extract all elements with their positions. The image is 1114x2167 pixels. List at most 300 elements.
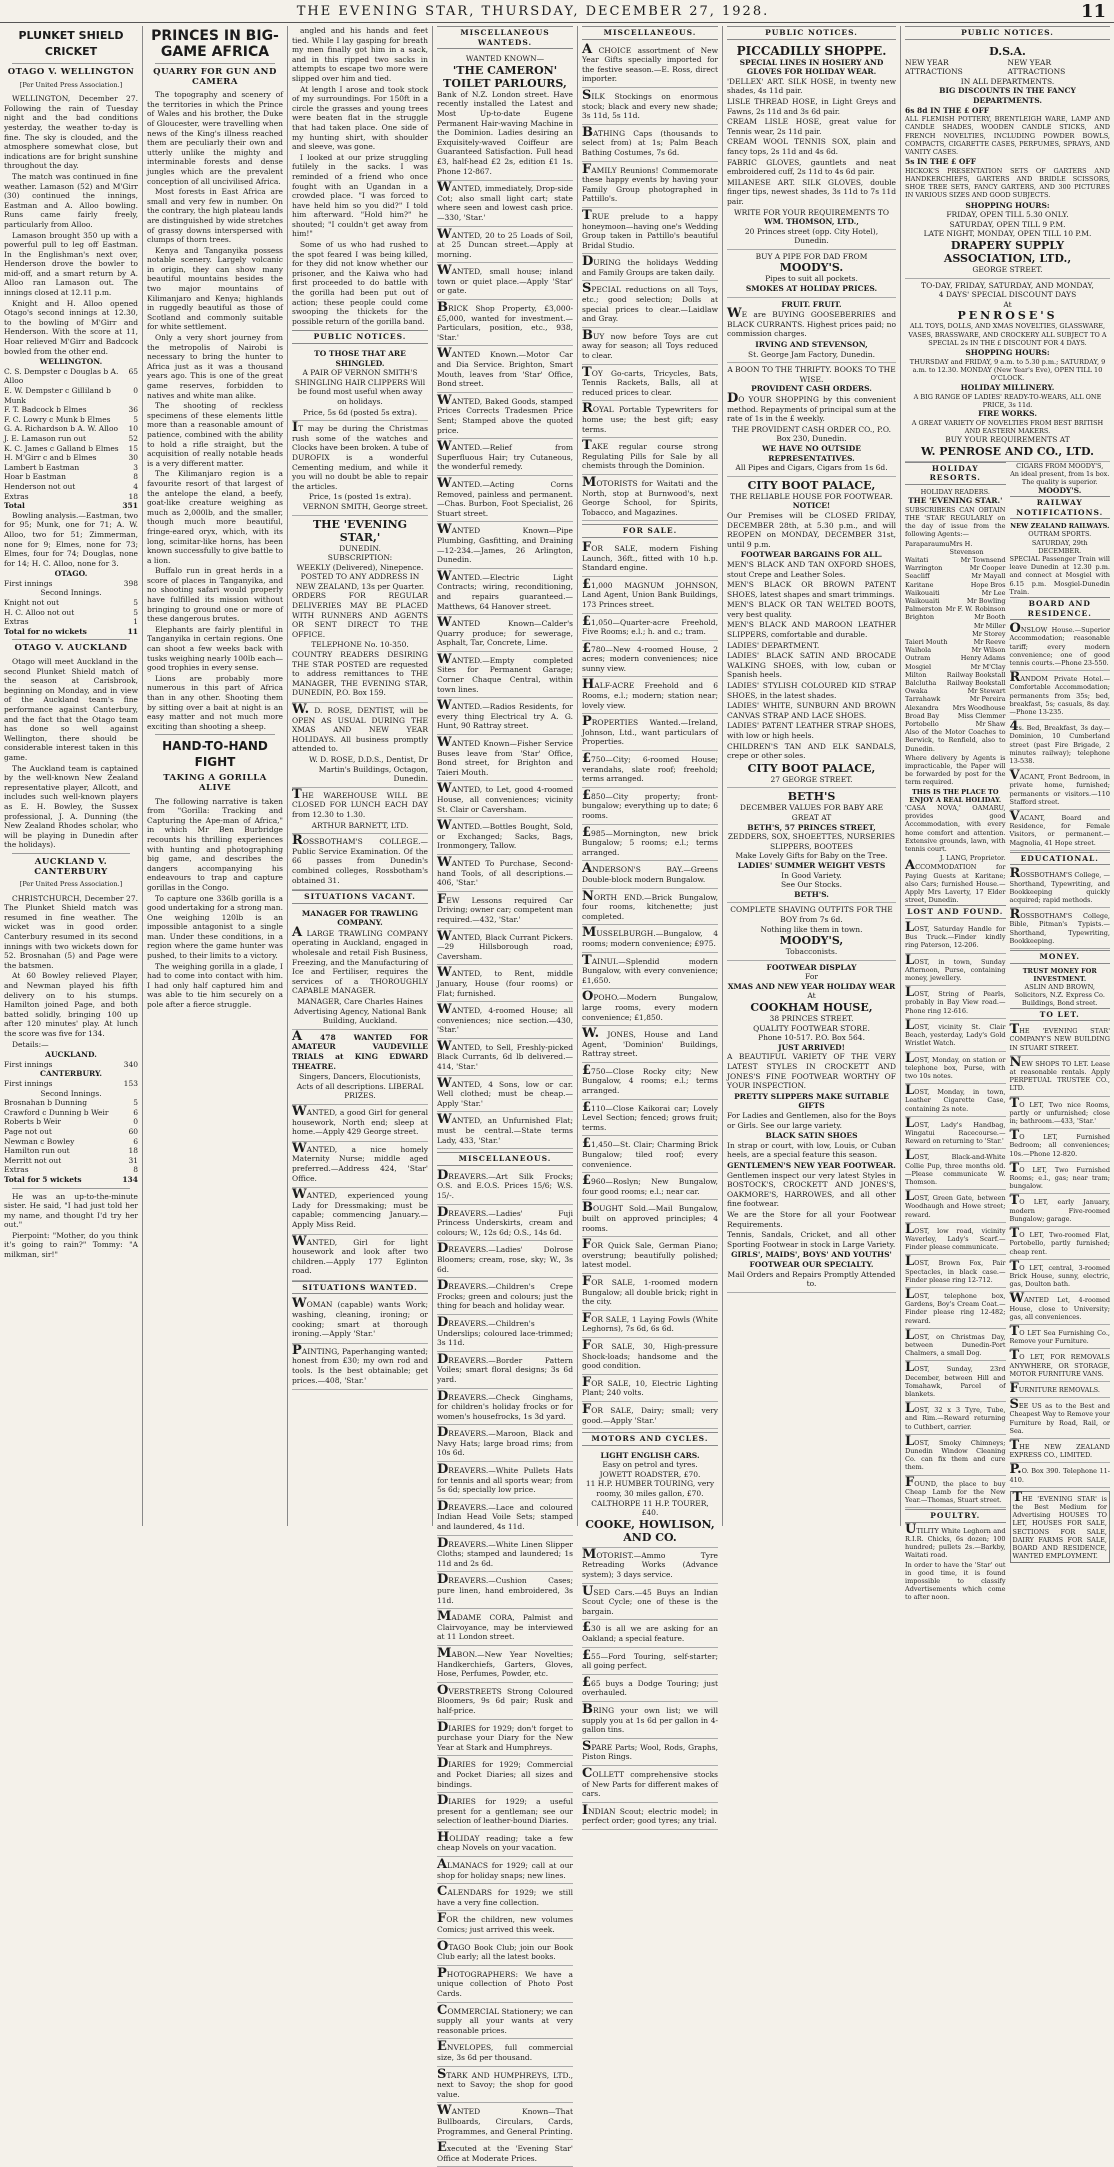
scorecard-wellington bbox=[4, 367, 138, 501]
classified-ad: WANTED Known.—Motor Car and Dia Service. Brighton, Smart Mouth, leaves from 'Star' Office, Bond street. bbox=[437, 347, 573, 392]
classified-ad: £1,050—Quarter-acre Freehold, Five Rooms; e.l.; h. and c.; tram. bbox=[582, 615, 718, 641]
classified-ad: CALENDARS for 1929; we still have a very fine collection. bbox=[437, 1885, 573, 1911]
footwear-line: LADIES' STYLISH COLOURED KID STRAP SHOES, in the latest shades. bbox=[727, 681, 896, 700]
paragraph: To capture one 336lb gorilla is a good undertaking for a strong man. One weighing 120lb is an impossible antagonist to a single man. Under these conditions, in a region where the game hunter was pushed, to their limits to a victory. bbox=[147, 893, 283, 961]
paragraph: He was an up-to-the-minute sister. He said, "I had just told her my name, and thought I'd try her out." bbox=[4, 1191, 138, 1230]
advertisement: D.S.A. NEW YEAR ATTRACTIONS NEW YEAR ATTRACTIONS IN ALL DEPARTMENTS. BIG DISCOUNTS IN THE FANCY DEPARTMENTS. 6s 8d IN THE £ OFF ALL FLEMISH POTTERY, BRENTLEIGH WARE, LAMP AND CANDLE SHADES, WOODEN CANDLE STICKS, AND FRENCH NOVELTIES, INCLUDING POWDER BOWLS, COMPACTS, CIGARETTE CASES, PERFUMES, SPRAYS, AND VANITY CASES. 5s IN THE £ OFF HICKOK'S PRESENTATION SETS OF GARTERS AND HANDKERCHIEFS, GARTERS AND BRIDLE SCISSORS, SHOE TREE SETS, FANCY GARTERS, AND 300 PICTURES IN VARIOUS SIZES AND GOOD SUBJECTS. SHOPPING HOURS: FRIDAY, OPEN TILL 5.30 ONLY. SATURDAY, OPEN TILL 9 P.M. LATE NIGHT, MONDAY, OPEN TILL 10 P.M. DRAPERY SUPPLY ASSOCIATION, LTD., GEORGE STREET. bbox=[905, 43, 1110, 279]
classified-ad: £750—City; 6-roomed House; verandahs, slate roof; freehold; terms arranged. bbox=[582, 752, 718, 788]
score-row: Page not out 60 bbox=[4, 1126, 138, 1136]
classified-ad: DREAVERS.—Ladies' Dolrose Bloomers; cream, rose, sky; W., 3s 6d. bbox=[437, 1242, 573, 1278]
education-ad: ROSSBOTHAM'S College, — Shorthand, Typewriting, and Bookkeeping quickly acquired; rapid methods. bbox=[1010, 868, 1111, 908]
classified-list bbox=[582, 1548, 718, 1830]
paragraph: The shooting of reckless specimens of these elements little more than a reasonable amount of patience, combined with the ability to hold a rifle straight, but the acquisition of really notable heads is a very different matter. bbox=[147, 401, 283, 468]
section-header: RAILWAY NOTIFICATIONS. bbox=[1010, 496, 1111, 519]
press-credit: [Per United Press Association.] bbox=[19, 80, 123, 89]
classified-ad: DREAVERS.—White Pullets Hats for tennis and all sports wear; from 5s 6d; specially low price. bbox=[437, 1463, 573, 1499]
advertisement: BUY A PIPE FOR DAD FROM MOODY'S. Pipes to suit all pockets. SMOKES AT HOLIDAY PRICES. bbox=[727, 250, 896, 298]
score-row: E. W. Dempster c Gilliland b Munk 0 bbox=[4, 386, 138, 405]
paragraph: Lions are probably more numerous in this part of Africa than in any other. Shooting them by sitting over a bait at night is an easy matter and not much more exciting than shooting a sheep. bbox=[147, 673, 283, 731]
advertisement: FRUIT. FRUIT. WE are BUYING GOOSEBERRIES and BLACK CURRANTS. Highest prices paid; no commission charges. IRVING AND STEVENSON, St. George Jam Factory, Dunedin. bbox=[727, 298, 896, 364]
column-rule bbox=[287, 26, 288, 1526]
board-ad: VACANT, Board and Residence, for Female Visitors, or permanent.—Magnolia, 41 Hope street. bbox=[1010, 811, 1111, 851]
score-row: Paraparaumu Mrs H. Stevenson bbox=[905, 539, 984, 556]
score-row: Extras 1 bbox=[4, 617, 138, 627]
to-let-ad: NEW SHOPS TO LET. Lease at reasonable rentals. Apply PERPETUAL TRUSTEE CO., LTD. bbox=[1010, 1057, 1111, 1097]
advertisement: CITY BOOT PALACE, THE RELIABLE HOUSE FOR FOOTWEAR. NOTICE! Our Premises will be CLOSED FRIDAY, DECEMBER 28th, at 5.30 p.m., and will REOPEN on MONDAY, DECEMBER 31st, until 9 p.m. FOOTWEAR BARGAINS FOR ALL. MEN'S BLACK AND TAN OXFORD SHOES, stout Crepe and Leather Soles. MEN'S BLACK OR BROWN PATENT SHOES, latest shapes and smart trimmings. MEN'S BLACK OR TAN WELTED BOOTS, very best quality. MEN'S BLACK AND MAROON LEATHER SLIPPERS, comfortable and durable. LADIES' DEPARTMENT. LADIES' BLACK SATIN AND BROCADE WALKING SHOES, with low, cuban or Spanish heels. LADIES' STYLISH COLOURED KID STRAP SHOES, in the latest shades. LADIES' WHITE, SUNBURN AND BROWN CANVAS STRAP AND LACE SHOES. LADIES' PATENT LEATHER STRAP SHOES, with low or high heels. CHILDREN'S TAN AND ELK SANDALS, crepe or other soles. CITY BOOT PALACE, 27 GEORGE STREET. bbox=[727, 477, 896, 789]
masthead-title: THE EVENING STAR, THURSDAY, DECEMBER 27, 1928. bbox=[296, 3, 770, 19]
classified-ad: DREAVERS.—Border Pattern Voiles; smart floral designs; 3s 6d yard. bbox=[437, 1353, 573, 1389]
to-let-ad: THE NEW ZEALAND EXPRESS CO., LIMITED. bbox=[1010, 1440, 1111, 1463]
classified-ad: WANTED To Purchase, Second-hand Tools, of all descriptions.—406, 'Star.' bbox=[437, 856, 573, 892]
paragraph: Otago will meet Auckland in the second Plunket Shield match of the season at Carisbrook, beginning on Monday, and in view of the Auckland team's fine performance against Canterbury, and the fact that the Otago team has done so well against Wellington, there should be considerable interest taken in this game. bbox=[4, 657, 138, 762]
advertisement: W. D. ROSE, DENTIST, will be OPEN AS USUAL DURING THE XMAS AND NEW YEAR HOLIDAYS. All business promptly attended to. W. D. ROSE, D.D.S., Dentist, Dr Martin's Buildings, Octagon, Dunedin. bbox=[292, 703, 428, 788]
paragraph: I looked at our prize struggling futilely in the sacks. I was reminded of a friend who once fought with an Ugandan in a crowded place. "I was forced to have held him so you did?" I told him afterward. "Hold him?" he shouted; "I couldn't get away from him!" bbox=[292, 152, 428, 239]
classified-ad: WANTED.—Acting Corns Removed, painless and permanent.—Chas. Burbon, Foot Specialist, 26 Stuart street. bbox=[437, 477, 573, 522]
classified-ad: £1,450—St. Clair; Charming Brick Bungalow; tiled roof; every convenience. bbox=[582, 1137, 718, 1173]
classified-ad: WANTED.—Radios Residents, for every thing Electrical try A. G. Hunt, 90 Rattray street. bbox=[437, 699, 573, 735]
classified-ad: DIARIES for 1929; a useful present for a gentleman; see our selection of leather-bound Diaries. bbox=[437, 1794, 573, 1830]
paragraph: Pierpoint: "Mother, do you think it's going to rain?" Tommy: "A milkman, sir!" bbox=[4, 1230, 138, 1260]
classified-ad: W. JONES, House and Land Agent, 'Dominion' Buildings, Rattray street. bbox=[582, 1027, 718, 1063]
classified-ad: WANTED, an Unfurnished Flat; must be central.—State terms Lady, 433, 'Star.' bbox=[437, 1113, 573, 1149]
to-let-ad: TO LET, early January, modern Five-roomed Bungalow; garage. bbox=[1010, 1195, 1111, 1227]
section-header: PUBLIC NOTICES. bbox=[727, 26, 896, 40]
classified-ad: WANTED, 20 to 25 Loads of Soil, at 25 Duncan street.—Apply at morning. bbox=[437, 228, 573, 264]
paragraph: Some of us who had rushed to the spot feared I was being killed, for they did not know whether our prisoner, and the Kaiwa who had first proceeded to do battle with the gorilla had been put out of action; these people could come swooping the thickets for the possible return of the gorilla band. bbox=[292, 240, 428, 326]
classified-list bbox=[437, 1169, 573, 2167]
innings-heading: Second Innings. bbox=[40, 1088, 102, 1098]
paragraph: The Kilimanjaro region is a favourite resort of that largest of the antelope the eland, a beefy, goat-like creature weighing as much as 2,000lb, and the smaller, though much more beautiful, fringe-eared oryx, which, with its long, scimitar-like horns, has been known successfully to give battle to a lion. bbox=[147, 469, 283, 565]
classified-ad: WANTED, to Let, good 4-roomed House, all conveniences; vicinity St. Clair or Caversham. bbox=[437, 782, 573, 818]
classified-ad: £55—Ford Touring, self-starter; all going perfect. bbox=[582, 1649, 718, 1675]
classified-ad: £850—City property; front-bungalow; everything up to date; 6 rooms. bbox=[582, 789, 718, 825]
advertisement: THE 'EVENING STAR,' DUNEDIN. SUBSCRIPTION: WEEKLY (Delivered), Ninepence. POSTED TO ANY ADDRESS IN NEW ZEALAND, 13s per Quarter. ORDERS FOR REGULAR DELIVERIES MAY BE PLACED WITH RUNNERS AND AGENTS OR SENT DIRECT TO THE OFFICE. TELEPHONE No. 10-350. COUNTRY READERS DESIRING THE STAR POSTED are requested to address remittances to THE MANAGER, THE EVENING STAR, DUNEDIN, P.O. Box 159. bbox=[292, 516, 428, 704]
lost-item: FOUND, the place to buy Cheap Lamb for the New Year.—Thomas, Stuart street. bbox=[905, 1477, 1006, 1509]
hosiery-line: MILANESE ART. SILK GLOVES, double finger tips, newest shades, 3s 11d to 7s 11d pair. bbox=[727, 177, 896, 206]
lost-item: LOST, Smoky Chimneys; Dunedin Window Cleaning Co. can fix them and cure them. bbox=[905, 1436, 1006, 1476]
classified-ad: FAMILY Reunions! Commemorate these happy events by having your Family Group photographed in Pattillo's. bbox=[582, 163, 718, 208]
classified-ad: DREAVERS.—Children's Underslips; coloured lace-trimmed; 3s 11d. bbox=[437, 1316, 573, 1352]
classified-ad: TAINUI.—Splendid modern Bungalow, with every convenience; £1,650. bbox=[582, 954, 718, 990]
classified-ad: OVERSTREETS Strong Coloured Bloomers, 9s 6d pair; Rusk and half-price. bbox=[437, 1684, 573, 1720]
paragraph: At 60 Bowley relieved Player, and Newman played his fifth delivery on to his stumps. Hamilton joined Page, and both batted solidly, bringing 100 up after 120 minutes' play. At lunch the score was five for 134. bbox=[4, 971, 138, 1038]
score-row: H. M'Girr c and b Elmes 30 bbox=[4, 453, 138, 463]
classified-ad: TAKE regular course strong Regulating Pills for Sale by all chemists through the Dominion. bbox=[582, 439, 718, 475]
advertisement: BETH'S DECEMBER VALUES FOR BABY ARE GREAT AT BETH'S, 57 PRINCES STREET, ZEDDERS, SOX, SHOEETTES, NURSERIES SLIPPERS, BOOTEES Make Lovely Gifts for Baby on the Tree. LADIES' SUMMER WEIGHT VESTS In Good Variety. See Our Stocks. BETH'S. bbox=[727, 788, 896, 903]
advertisement: IT may be during the Christmas rush some of the watches and Clocks have been broken. A tube of DUROFIX is a wonderful Cementing medium, and while it you will no doubt be able to repair the articles. Price, 1s (posted 1s extra). VERNON SMITH, George street. bbox=[292, 421, 428, 515]
footwear-line: MEN'S BLACK OR BROWN PATENT SHOES, latest shapes and smart trimmings. bbox=[727, 580, 896, 599]
score-row: Lambert b Eastman 3 bbox=[4, 462, 138, 472]
advertisement: A 478 WANTED FOR AMATEUR VAUDEVILLE TRIALS at KING EDWARD THEATRE. Singers, Dancers, Elocutionists, Acts of all descriptions. LIBERAL PRIZES. bbox=[292, 1030, 428, 1105]
score-row: Outram Henry Adams bbox=[905, 654, 1006, 663]
advertisement: WANTED KNOWN— 'THE CAMERON' TOILET PARLOURS, Bank of N.Z. London street. Have recently installed the Latest and Most Up-to-date Eugene Permanent Hair-waving Machine in the Dominion. Ladies desiring an Exquisitely-waved Coiffeur are Guaranteed Satisfaction. Full head £3, half-head £2 2s, edition £1 1s. Phone 12-867. bbox=[437, 52, 573, 181]
classified-ad: £750—Close Rocky city; New Bungalow, 4 rooms; e.l.; terms arranged. bbox=[582, 1064, 718, 1100]
classified-ad: DURING the holidays Wedding and Family Groups are taken daily. bbox=[582, 255, 718, 281]
scorecard-canterbury bbox=[4, 1098, 138, 1175]
score-row: Milton Railway Bookstall bbox=[905, 670, 1006, 679]
footwear-line: MEN'S BLACK AND MAROON LEATHER SLIPPERS, comfortable and durable. bbox=[727, 620, 896, 640]
section-header: PUBLIC NOTICES. bbox=[905, 26, 1110, 40]
subcolumn-left: HOLIDAY RESORTS. HOLIDAY READERS. THE 'EVENING STAR.' SUBSCRIBERS CAN OBTAIN THE 'STAR' REGULARLY on the day of issue from the following Agents:— Paraparaumu Mrs H. Stevenson Waitati Mr Townsend Warrington Mr Cooper Seacliff Mr Mayall Karitane Hope Bros Waikouaiti Mr Lee Waikouaiti Mr Bowling Palmerston Mr F. W. Robinson Brighton Mr Booth Mr Miller Mr Storey Taieri Mouth Mr Reeve Waihola Mr Wilson Outram Henry Adams Mosgiel Mr M'Clay Milton Railway Bookstall Balclutha Railway Bookstall Owaka Mr Stewart Tarrahawk Mr Pereira Alexandra Mrs Woodhouse Broad Bay Miss Clemmer Portobello Mr Shaw Also of the Motor Coaches to Berwick, to Renfield, also to Dunedin. Where delivery by Agents is impracticable, the Paper will be forwarded by post for the term required. THIS IS THE PLACE TO ENJOY A REAL HOLIDAY. 'CASA NOVA,' OAMARU, provides good Accommodation, with every home comfort and attention. Extensive grounds, lawn, with tennis court. J. LANG, Proprietor. ACCOMMODATION for Paying Guests at Karitane; also Cars; furnished House.—Apply Mrs Laverty, 17 Elder street, Dunedin. LOST AND FOUND. LOST, Saturday Handle for Bus Truck.—Finder kindly ring Paterson, 12-206. LOST, in town, Sunday Afternoon, Purse, containing money, jewellery. LOST, String of Pearls, probably in Bay View road.—Phone ring 12-616. LOST, vicinity St. Clair Beach, yesterday, Lady's Gold Wristlet Watch. LOST, Monday, on station or telephone box, Purse, with two 10s notes. LOST, Monday, in town, Leather Cigarette Case, containing 2s note. LOST, Lady's Handbag, Wingatui Racecourse.—Reward on returning to 'Star.' LOST, Black-and-White Collie Pup, three months old.—Please communicate W. Thomson. LOST, Green Gate, between Woodhaugh and Howe street; reward. LOST, low road, vicinity Waverley, Lady's Scarf.—Finder please communicate. LOST, Brown Fox, Pair Spectacles, in black case.—Finder please ring 12-712. LOST, telephone box, Gardens, Boy's Cream Coat.—Finder please ring 12-482; reward. LOST, on Christmas Day, between Dunedin-Port Chalmers, a small Dog. LOST, Sunday, 23rd December, between Hill and Tomahawk, Parcel of blankets. LOST, 32 x 3 Tyre, Tube, and Rim.—Reward returning to Cuthbert, carrier. LOST, Smoky Chimneys; Dunedin Window Cleaning Co. can fix them and cure them. FOUND, the place to buy Cheap Lamb for the New Year.—Thomas, Stuart street. POULTRY. UTILITY White Leghorn and R.I.R. Chicks, 6s dozen; 100 hundred; pullets 2s.—Barkby, Waitati road. In order to have the 'Star' out in good time, it is found impossible to classify Advertisements which come to after noon. bbox=[905, 463, 1006, 1602]
article-subhead: QUARRY FOR GUN AND CAMERA bbox=[153, 67, 277, 87]
article-headline: PRINCES IN BIG-GAME AFRICA bbox=[151, 28, 279, 60]
classified-ad: A CHOICE assortment of New Year Gifts specially imported for the festive season.—E. Ross, direct importer. bbox=[582, 43, 718, 88]
classified-ad: PROPERTIES Wanted.—Ireland, Johnson, Ltd., want particulars of Properties. bbox=[582, 715, 718, 751]
page-number: 11 bbox=[1080, 0, 1106, 22]
advertisement: PAINTING, Paperhanging wanted; honest from £30; my own rod and tools. Is the best obtainable; get prices.—408, 'Star.' bbox=[292, 1344, 428, 1390]
article-headline: HAND-TO-HAND FIGHT bbox=[162, 739, 268, 770]
footwear-line: MEN'S BLACK AND TAN OXFORD SHOES, stout Crepe and Leather Soles. bbox=[727, 559, 896, 579]
hosiery-line: CREAM WOOL TENNIS SOX, plain and fancy tops, 2s 11d and 4s 6d. bbox=[727, 137, 896, 156]
to-let-ad: TO LET, FOR REMOVALS ANYWHERE, OR STORAGE, MOTOR FURNITURE VANS. bbox=[1010, 1350, 1111, 1382]
classified-ad: DREAVERS.—Maroon, Black and Navy Hats; large broad rims; from 10s 6d. bbox=[437, 1426, 573, 1462]
classified-ad: WANTED, 4 Sons, low or car. Well clothed; must be cheap.—Apply 'Star.' bbox=[437, 1077, 573, 1113]
to-let-ad: TO LET Sea Furnishing Co., Remove your Furniture. bbox=[1010, 1326, 1111, 1349]
advertisement: TO-DAY, FRIDAY, SATURDAY, AND MONDAY, 4 DAYS' SPECIAL DISCOUNT DAYS At PENROSE'S ALL TOYS, DOLLS, AND XMAS NOVELTIES, GLASSWARE, VASES, BRASSWARE, AND CROCKERY ALL SUBJECT TO A SPECIAL 2s IN THE £ DISCOUNT FOR 4 DAYS. SHOPPING HOURS: THURSDAY and FRIDAY, 9 a.m. to 5.30 p.m.; SATURDAY, 9 a.m. to 12.30. MONDAY (New Year's Eve), OPEN TILL 10 O'CLOCK. HOLIDAY MILLINERY. A BIG RANGE OF LADIES' READY-TO-WEARS, ALL ONE PRICE, 3s 11d. FIRE WORKS. A GREAT VARIETY OF NOVELTIES FROM BEST BRITISH AND EASTERN MAKERS. BUY YOUR REQUIREMENTS AT W. PENROSE AND CO., LTD. bbox=[905, 279, 1110, 462]
scorecard-otago bbox=[4, 598, 138, 627]
section-header: EDUCATIONAL. bbox=[1010, 852, 1111, 866]
score-row: Newman c Bowley 6 bbox=[4, 1136, 138, 1146]
lost-item: LOST, Sunday, 23rd December, between Hill and Tomahawk, Parcel of blankets. bbox=[905, 1362, 1006, 1402]
classified-list bbox=[582, 43, 718, 522]
classified-ad: WANTED.—Relief from Superfluous Hair; try Cutaneous, the wonderful remedy. bbox=[437, 440, 573, 476]
classified-ad: ANDERSON'S BAY.—Greens Double-block modern Bungalow. bbox=[582, 862, 718, 888]
classified-ad: Executed at the 'Evening Star' Office at Moderate Prices. bbox=[437, 2141, 573, 2167]
score-row: Waikouaiti Mr Bowling bbox=[905, 596, 1006, 605]
footwear-line: LADIES' BLACK SATIN AND BROCADE WALKING SHOES, with low, cuban or Spanish heels. bbox=[727, 651, 896, 680]
two-column-block bbox=[905, 462, 1110, 1603]
classified-ad: DREAVERS.—Children's Crepe Frocks; green and colours; just the thing for beach and holiday wear. bbox=[437, 1279, 573, 1315]
section-header: POULTRY. bbox=[905, 1509, 1006, 1523]
score-row: F. C. Lowry c Munk b Elmes 5 bbox=[4, 414, 138, 424]
classified-ad: FOR SALE, 1-roomed modern Bungalow; all double brick; right in the city. bbox=[582, 1275, 718, 1311]
paragraph: Knight and H. Alloo opened Otago's second innings at 12.30, to the bowling of M'Girr and Henderson. With the score at 11, Hoar relieved M'Girr and Badcock bowled from the other end. bbox=[4, 298, 138, 356]
classified-ad: FEW Lessons required Car Driving; owner car; competent man required.—432, 'Star.' bbox=[437, 893, 573, 929]
score-total: Total 351 bbox=[4, 501, 138, 511]
score-row: Waikouaiti Mr Lee bbox=[905, 588, 1006, 597]
bowling-analysis: Bowling analysis.—Eastman, two for 95; Munk, one for 71; A. W. Alloo, two for 51; Zimmerman, none for 9; Elmes, none for 73; Elmes, four for 74; Douglas, none for 14; H. C. Alloo, none for 3. bbox=[4, 510, 138, 568]
classified-ad: WANTED, small house; inland town or quiet place.—Apply 'Star' or gate. bbox=[437, 264, 573, 300]
classified-ad: PHOTOGRAPHERS: We have a unique collection of Photo Post Cards. bbox=[437, 1967, 573, 2003]
footwear-line: MEN'S BLACK OR TAN WELTED BOOTS, very best quality. bbox=[727, 600, 896, 619]
classified-ad: WANTED, immediately, Drop-side Cot; also small light cart; state where seen and lowest cash price.—330, 'Star.' bbox=[437, 181, 573, 226]
paragraph: The following narrative is taken from "Gorilla: Tracking and Capturing the Ape-man of Africa," in which Mr Ben Burbridge recounts his thrilling experiences with hunting and photographing big game, and describes the dangers accompanying his endeavours to trap and capture gorillas in the Congo. bbox=[147, 796, 283, 892]
score-row: Seacliff Mr Mayall bbox=[905, 572, 1006, 581]
board-ad: ONSLOW House.—Superior Accommodation; reasonable tariff; every modern convenience; one of good tennis courts.—Phone 23-550. bbox=[1010, 623, 1111, 671]
classified-ad: BOUGHT Sold.—Mail Bungalow, built on approved principles; 4 rooms. bbox=[582, 1201, 718, 1237]
paragraph: Kenya and Tanganyika possess notable scenery. Largely volcanic in origin, they can show many beautiful mountains besides the two major mountains of Kilimanjaro and Kenya; highlands in ruggedly beautiful as those of Scotland and commonly suitable for white settlement. bbox=[147, 245, 283, 332]
score-row: Extras 8 bbox=[4, 1165, 138, 1175]
score-row: First innings 153 bbox=[4, 1078, 138, 1088]
score-row: Mr Storey bbox=[972, 629, 1006, 638]
team-heading: CANTERBURY. bbox=[39, 1069, 103, 1079]
footwear-line: CHILDREN'S TAN AND ELK SANDALS, crepe or other soles. bbox=[727, 741, 896, 761]
classified-ad: TRUE prelude to a happy honeymoon—having one's Wedding Group taken in Pattillo's beautiful Bridal Studio. bbox=[582, 209, 718, 254]
to-let-ad: SEE US as to the Best and Cheapest Way to Remove your Furniture by Road, Rail, or Sea. bbox=[1010, 1399, 1111, 1439]
advertisement: WANTED, Girl for light housework and look after two children.—Apply 177 Eglinton road. bbox=[292, 1235, 428, 1281]
classified-ad: MOTORISTS for Waitati and the North, stop at Burnwood's, next George School, for Spirits, Tobacco, and Magazines. bbox=[582, 476, 718, 521]
to-let-ad: TO LET, Two-roomed Flat, Portobello, partly furnished; cheap rent. bbox=[1010, 1228, 1111, 1260]
score-row: First innings 340 bbox=[4, 1059, 138, 1069]
column-cricket bbox=[4, 26, 138, 1526]
column-rule bbox=[900, 26, 901, 1526]
innings-heading: Second Innings. bbox=[40, 588, 102, 598]
classified-ad: DIARIES for 1929; don't forget to purchase your Diary for the New Year at Stark and Humphreys. bbox=[437, 1721, 573, 1757]
section-header: MISCELLANEOUS. bbox=[582, 26, 718, 40]
score-row: Henderson not out 4 bbox=[4, 481, 138, 491]
classified-ad: £985—Mornington, new brick Bungalow; 5 rooms; e.l.; terms arranged. bbox=[582, 826, 718, 862]
section-header: BOARD AND RESIDENCE. bbox=[1010, 597, 1111, 620]
classified-ad: INDIAN Scout; electric model; in perfect order; good tyres; any trial. bbox=[582, 1804, 718, 1830]
lost-item: LOST, Brown Fox, Pair Spectacles, in black case.—Finder please ring 12-712. bbox=[905, 1256, 1006, 1288]
section-header: MOTORS AND CYCLES. bbox=[582, 1432, 718, 1446]
to-let-ad: TO LET, Two nice Rooms, partly or unfurnished; close in; bathroom.—433, 'Star.' bbox=[1010, 1098, 1111, 1130]
column-miscellaneous-wanteds bbox=[437, 26, 573, 2163]
classified-ad: FOR SALE, 1 Laying Fowls (White Leghorns), 7s 6d, 6s 6d. bbox=[582, 1312, 718, 1338]
classified-ad: OTAGO Book Club; join our Book Club early; all the latest books. bbox=[437, 1940, 573, 1966]
score-row: Portobello Mr Shaw bbox=[905, 720, 1006, 728]
advertisement: WANTED, experienced young Lady for Dressmaking; must be capable; commencing January.—Apply Miss Reid. bbox=[292, 1188, 428, 1234]
section-header: MONEY. bbox=[1010, 950, 1111, 964]
classified-ad: FOR SALE, 30, High-pressure Shock-loads; handsome and the good condition. bbox=[582, 1339, 718, 1375]
paragraph: angled and his hands and feet tied. While I lay gasping for breath my men finally got him in a sack, and in this ripped two sacks in attempts to escape two more were slipped over him and tied. bbox=[292, 26, 428, 83]
footwear-line: LADIES' PATENT LEATHER STRAP SHOES, with low or high heels. bbox=[727, 721, 896, 740]
classified-ad: FOR SALE, modern Fishing Launch, 36ft., fitted with 10 h.p. Standard engine. bbox=[582, 541, 718, 577]
hosiery-line: 'DELLEX' ART. SILK HOSE, in twenty new shades, 4s 11d pair. bbox=[727, 76, 896, 96]
subcolumn-right: CIGARS FROM MOODY'S, An ideal present, from 1s box. The quality is superior. MOODY'S. RAILWAY NOTIFICATIONS. NEW ZEALAND RAILWAYS. OUTRAM SPORTS. SATURDAY, 29th DECEMBER. SPECIAL Passenger Train will leave Dunedin at 12.30 p.m. and connect at Mosgiel with 6.15 p.m. Mosgiel-Dunedin Train. BOARD AND RESIDENCE. ONSLOW House.—Superior Accommodation; reasonable tariff; every modern convenience; one of good tennis courts.—Phone 23-550. RANDOM Private Hotel.—Comfortable Accommodation; permanents from 35s; bed, breakfast, 5s; casuals, 8s day.—Phone 13-235. 4s. Bed, Breakfast, 3s day.—Dominion, 10 Cumberland street (past Fire Brigade, 2 minutes railway); telephone 13-538. VACANT, Front Bedroom, in private home, furnished; permanents or visitors.—110 Stafford street. VACANT, Board and Residence, for Female Visitors, or permanent.—Magnolia, 41 Hope street. EDUCATIONAL. ROSSBOTHAM'S College, — Shorthand, Typewriting, and Bookkeeping quickly acquired; rapid methods. ROSSBOTHAM'S College, Bible, Pitman's Typists.—Shorthand, Typewriting, Bookkeeping. MONEY. TRUST MONEY FOR INVESTMENT. ASLIN AND BROWN, Solicitors, N.Z. Express Co. Buildings, Bond street. TO LET. THE 'EVENING STAR' COMPANY'S NEW BUILDING IN STUART STREET. NEW SHOPS TO LET. Lease at reasonable rentals. Apply PERPETUAL TRUSTEE CO., LTD. TO LET, Two nice Rooms, partly or unfurnished; close in; bathroom.—433, 'Star.' TO LET, Furnished Bedroom; all conveniences; 10s.—Phone 12-820. TO LET, Two Furnished Rooms; e.l., gas; near tram; bungalow. TO LET, early January, modern Five-roomed Bungalow; garage. TO LET, Two-roomed Flat, Portobello, partly furnished; cheap rent. TO LET, central, 3-roomed Brick House, sunny, electric, gas, Doulton bath. WANTED Let, 4-roomed House, close to University; gas, all conveniences. TO LET Sea Furnishing Co., Remove your Furniture. TO LET, FOR REMOVALS ANYWHERE, OR STORAGE, MOTOR FURNITURE VANS. FURNITURE REMOVALS. SEE US as to the Best and Cheapest Way to Remove your Furniture by Road, Rail, or Sea. THE NEW ZEALAND EXPRESS CO., LIMITED. P.O. Box 390. Telephone 11-410. THE 'EVENING STAR' is the Best Medium for Advertising HOUSES TO LET, HOUSES FOR SALE, SECTIONS FOR SALE, DAIRY FARMS FOR SALE, BOARD AND RESIDENCE, WANTED EMPLOYMENT. bbox=[1010, 462, 1111, 1603]
footwear-line: LADIES' DEPARTMENT. bbox=[727, 640, 820, 650]
advertisement: WANTED, a nice homely Maternity Nurse; middle aged preferred.—Address 424, 'Star' Office. bbox=[292, 1142, 428, 1188]
classified-ad: WANTED, Black Currant Pickers.—29 Hillsborough road, Caversham. bbox=[437, 930, 573, 966]
team-heading: AUCKLAND. bbox=[45, 1050, 97, 1060]
paragraph: Elephants are fairly plentiful in Tanganyika in certain regions. One can shoot a few weeks back with tusks weighing nearly 100lb each—good trophies in every sense. bbox=[147, 624, 283, 673]
classified-ad: WANTED.—Empty completed Sites for Permanent Garage; Corner Chaque Central, within town lines. bbox=[437, 653, 573, 698]
classified-ad: DREAVERS.—Art Silk Frocks; O.S. and E.O.S. Prices 15/6; W.S. 15/-. bbox=[437, 1169, 573, 1205]
press-credit: [Per United Press Association.] bbox=[19, 880, 123, 889]
score-row: Brighton Mr Booth bbox=[905, 613, 1006, 622]
classified-ad: SPECIAL reductions on all Toys, etc.; good selection; Dolls at special prices to clear.—Laidlaw and Gray. bbox=[582, 282, 718, 327]
classified-ad: TOY Go-carts, Tricycles, Bats, Tennis Rackets, Balls, all at reduced prices to clear. bbox=[582, 366, 718, 402]
column-public-notices-drapery bbox=[905, 26, 1111, 1602]
to-let-ad: THE 'EVENING STAR' COMPANY'S NEW BUILDING IN STUART STREET. bbox=[1010, 1024, 1111, 1056]
section-header: MISCELLANEOUS WANTEDS. bbox=[437, 26, 573, 49]
paragraph: Lamason brought 350 up with a powerful pull to leg off Eastman. In the Englishman's next over, Henderson drove the bowler to mid-off, and a smart return by A. Alloo ran Lamason out. The innings closed at 12.11 p.m. bbox=[4, 230, 138, 298]
classified-ad: COLLETT comprehensive stocks of New Parts for different makes of cars. bbox=[582, 1767, 718, 1803]
to-let-ad: FURNITURE REMOVALS. bbox=[1010, 1383, 1111, 1398]
score-row: Roberts b Weir 0 bbox=[4, 1117, 138, 1127]
classified-ad: HOLIDAY reading; take a few cheap Novels on your vacation. bbox=[437, 1831, 573, 1857]
score-row: Mr Miller bbox=[973, 621, 1006, 630]
classified-ad: BATHING Caps (thousands to select from) at 1s; Palm Beach Bathing Costumes, 7s 6d. bbox=[582, 126, 718, 162]
article-subhead: OTAGO V. WELLINGTON bbox=[7, 67, 135, 77]
section-header: TO LET. bbox=[1010, 1008, 1111, 1022]
classified-ad: BRICK Shop Property, £3,000-£5,000, wanted for investment.—Particulars, position, etc., 938, 'Star.' bbox=[437, 301, 573, 346]
score-row: Warrington Mr Cooper bbox=[905, 564, 1006, 573]
paragraph: CHRISTCHURCH, December 27. The Plunket Shield match was resumed in fine weather. The wicket was in good order. Canterbury resumed in its second innings with two wickets down for 52. Brosnahan (5) and Page were the batsmen. bbox=[4, 893, 138, 970]
score-row: First innings 398 bbox=[4, 578, 138, 588]
classified-ad: ALMANACS for 1929; call at our shop for holiday snaps; new lines. bbox=[437, 1858, 573, 1884]
classified-ad: SPARE Parts; Wool, Rods, Graphs, Piston Rings. bbox=[582, 1740, 718, 1766]
lost-item: LOST, Black-and-White Collie Pup, three months old.—Please communicate W. Thomson. bbox=[905, 1150, 1006, 1190]
section-header: SITUATIONS VACANT. bbox=[292, 890, 428, 904]
classified-ad: WANTED, to Rent, middle January, House (four rooms) or Flat; furnished. bbox=[437, 966, 573, 1002]
classified-ad: WANTED, to Sell, Freshly-picked Black Currants, 6d lb delivered.—414, 'Star.' bbox=[437, 1040, 573, 1076]
lost-item: LOST, telephone box, Gardens, Boy's Cream Coat.—Finder please ring 12-482; reward. bbox=[905, 1289, 1006, 1329]
score-row: G. A. Richardson b A. W. Alloo 10 bbox=[4, 424, 138, 434]
lost-item: LOST, 32 x 3 Tyre, Tube, and Rim.—Reward returning to Cuthbert, carrier. bbox=[905, 1403, 1006, 1435]
classified-ad: STARK AND HUMPHREYS, LTD., next to Savoy; the shop for good value. bbox=[437, 2068, 573, 2104]
score-row: J. E. Lamason run out 52 bbox=[4, 433, 138, 443]
column-rule bbox=[432, 26, 433, 1526]
article-subhead: OTAGO V. AUCKLAND bbox=[14, 643, 128, 654]
classified-ad: WANTED Known—Pipe Plumbing, Gasfitting, and Draining—12-234.—James, 26 Arlington, Dunedin. bbox=[437, 523, 573, 568]
to-let-ad: WANTED Let, 4-roomed House, close to University; gas, all conveniences. bbox=[1010, 1293, 1111, 1325]
hosiery-line: LISLE THREAD HOSE, in Light Greys and Fawns, 2s 11d and 3s 6d pair. bbox=[727, 96, 896, 116]
score-row: Knight not out 5 bbox=[4, 598, 138, 608]
classified-ad: MUSSELBURGH.—Bungalow, 4 rooms; modern convenience; £975. bbox=[582, 926, 718, 952]
score-row: Balclutha Railway Bookstall bbox=[905, 678, 1006, 687]
advertisement: A BOON TO THE THRIFTY. BOOKS TO THE WISE. PROVIDENT CASH ORDERS. DO YOUR SHOPPING by this convenient method. Repayments of principal sum at the rate of 1s in the £ weekly. THE PROVIDENT CASH ORDER CO., P.O. Box 230, Dunedin. WE HAVE NO OUTSIDE REPRESENTATIVES. All Pipes and Cigars, Cigars from 1s 6d. bbox=[727, 363, 896, 477]
classified-ad: NORTH END.—Brick Bungalow, four rooms, kitchenette; just completed. bbox=[582, 890, 718, 926]
board-ad: 4s. Bed, Breakfast, 3s day.—Dominion, 10 Cumberland street (past Fire Brigade, 2 minutes railway); telephone 13-538. bbox=[1010, 721, 1111, 769]
column-for-sale bbox=[582, 26, 718, 1826]
score-row: Hoar b Eastman 8 bbox=[4, 472, 138, 482]
score-row: Palmerston Mr F. W. Robinson bbox=[905, 605, 1006, 614]
classified-ad: OPOHO.—Modern Bungalow, large rooms, every modern convenience; £1,850. bbox=[582, 990, 718, 1026]
article-subhead: AUCKLAND V. CANTERBURY bbox=[34, 856, 108, 877]
classified-ad: DREAVERS.—Cushion Cases; pure linen, hand embroidered, 3s 11d. bbox=[437, 1573, 573, 1609]
advertisement: COMPLETE SHAVING OUTFITS FOR THE BOY from 7s 6d. Nothing like them in town. MOODY'S, Tobacconists. bbox=[727, 903, 896, 960]
column-rule bbox=[142, 26, 143, 1526]
section-header: PUBLIC NOTICES. bbox=[292, 330, 428, 344]
paragraph: At length I arose and took stock of my surroundings. For 150ft in a circle the grasses and young trees were beaten flat in the struggle that had taken place. One side of my hunting shirt, with shoulder and sleeve, was gone. bbox=[292, 84, 428, 152]
classified-ad: DIARIES for 1929; Commercial and Pocket Diaries; all sizes and bindings. bbox=[437, 1757, 573, 1793]
hosiery-line: CREAM LISLE HOSE, great value for Tennis wear, 2s 11d pair. bbox=[727, 117, 896, 136]
classified-ad: WANTED.—Bottles Bought, Sold, or Exchanged; Sacks, Bags, Ironmongery, Tallow. bbox=[437, 819, 573, 855]
paragraph: WELLINGTON, December 27. Following the rain of Tuesday night and the bad conditions yesterday, the weather to-day is fine. The sky is clouded, and the atmosphere somewhat close, but indications are for bright sunshine throughout the day. bbox=[4, 94, 138, 171]
section-header: SITUATIONS WANTED. bbox=[292, 1281, 428, 1295]
classified-ad: WANTED Known—That Bullboards, Circulars, Cards, Programmes, and General Printing. bbox=[437, 2104, 573, 2140]
classified-ad: FOR the children, new volumes Comics; just arrived this week. bbox=[437, 1912, 573, 1938]
lost-item: LOST, low road, vicinity Waverley, Lady's Scarf.—Finder please communicate. bbox=[905, 1224, 1006, 1256]
paragraph: Only a very short journey from the metropolis of Nairobi is necessary to bring the hunter to Africa just as it was a thousand years ago. This is one of the great game reserves, forbidden to natives and white man alike. bbox=[147, 333, 283, 400]
board-ad: VACANT, Front Bedroom, in private home, furnished; permanents or visitors.—110 Stafford street. bbox=[1010, 770, 1111, 810]
advertisement: THE WAREHOUSE WILL BE CLOSED FOR LUNCH EACH DAY from 12.30 to 1.30. ARTHUR BARNETT, LTD. bbox=[292, 788, 428, 834]
classified-ad: £65 buys a Dodge Touring; just overhauled. bbox=[582, 1676, 718, 1702]
article-subhead: TAKING A GORILLA ALIVE bbox=[163, 773, 267, 793]
advertisement: TO THOSE THAT ARE SHINGLED. A PAIR OF VERNON SMITH'S SHINGLING HAIR CLIPPERS Will be found most useful when away on holidays. Price, 5s 6d (posted 5s extra). bbox=[292, 347, 428, 421]
score-row: H. C. Alloo not out 5 bbox=[4, 607, 138, 617]
hosiery-line: FABRIC GLOVES, gauntlets and neat embroidered cuff, 2s 11d to 4s 6d pair. bbox=[727, 157, 896, 177]
paragraph: The weighing gorilla in a glade, I had to come into contact with him. I had only half captured him and was able to tie him securely on a pole after a fierce struggle. bbox=[147, 961, 283, 1010]
score-row: C. S. Dempster c Douglas b A. Alloo 65 bbox=[4, 366, 138, 386]
classified-ad: HALF-ACRE Freehold and 6 Rooms, e.l.; modern; station near; lovely view. bbox=[582, 678, 718, 714]
classified-ad: £30 is all we are asking for an Oakland; a special feature. bbox=[582, 1621, 718, 1647]
classified-ad: BUY now before Toys are cut away for season; all Toys reduced to clear. bbox=[582, 329, 718, 365]
classified-ad: DREAVERS.—Lace and coloured Indian Head Voile Sets; stamped and laundered, 4s 11d. bbox=[437, 1500, 573, 1536]
advertisement: ROSSBOTHAM'S COLLEGE.—Public Service Examination. Of the 66 passes from Dunedin's combined colleges, Rossbotham's obtained 31. bbox=[292, 834, 428, 890]
score-row: F. T. Badcock b Elmes 36 bbox=[4, 405, 138, 415]
paragraph: The Auckland team is captained by the well-known New Zealand representative player, Allcott, and includes such well-known players as E. H. Bowley, the Sussex professional, J. A. Dunning (the New Zealand Rhodes scholar, who will be playing in Dunedin after the holidays). bbox=[4, 763, 138, 850]
classified-ad: DREAVERS.—White Linen Slipper Cloths; stamped and laundered; 1s 11d and 2s 6d. bbox=[437, 1537, 573, 1573]
score-row: K. C. James c Galland b Elmes 15 bbox=[4, 443, 138, 453]
paragraph: Buffalo run in great herds in a score of places in Tanganyika, and no shooting safari would properly have fulfilled its mission without bringing to ground one or more of these dangerous brutes. bbox=[147, 566, 283, 624]
board-ad: RANDOM Private Hotel.—Comfortable Accommodation; permanents from 35s; bed, breakfast, 5s; casuals, 8s day.—Phone 13-235. bbox=[1010, 672, 1111, 720]
classified-ad: FOR SALE, 10, Electric Lighting Plant; 240 volts. bbox=[582, 1376, 718, 1402]
score-row: Waitati Mr Townsend bbox=[905, 555, 1006, 564]
score-row: Crawford c Dunning b Weir 6 bbox=[4, 1107, 138, 1117]
classified-ad: BRING your own list; we will supply you at 1s 6d per gallon in 4-gallon tins. bbox=[582, 1703, 718, 1739]
lost-item: LOST, on Christmas Day, between Dunedin-Port Chalmers, a small Dog. bbox=[905, 1330, 1006, 1362]
to-let-ad: TO LET, Two Furnished Rooms; e.l., gas; near tram; bungalow. bbox=[1010, 1163, 1111, 1195]
paragraph: Details:— bbox=[12, 1039, 49, 1049]
team-heading: OTAGO. bbox=[54, 569, 88, 579]
classified-ad: WANTED.—Electric Light Contracts; wiring, reconditioning, and repairs guaranteed.—Matthews, 64 Hanover street. bbox=[437, 570, 573, 615]
classified-ad: £780—New 4-roomed House, 2 acres; modern conveniences; nice sunny view. bbox=[582, 642, 718, 678]
score-row: Karitane Hope Bros bbox=[905, 580, 1006, 589]
score-total: Total for 5 wickets 134 bbox=[4, 1174, 138, 1184]
paragraph: Most forests in East Africa are small and very few in number. On the contrary, the high plateau lands are distinguished by wide stretches of grassy downs interspersed with clumps of thorn trees. bbox=[147, 187, 283, 245]
paragraph: The match was continued in fine weather. Lamason (52) and M'Girr (30) continued the innings, Eastman and A. Alloo bowling. Runs came fairly freely, particularly from Alloo. bbox=[4, 171, 138, 229]
score-row: Extras 18 bbox=[4, 491, 138, 501]
to-let-ad: P.O. Box 390. Telephone 11-410. bbox=[1010, 1464, 1111, 1487]
classified-ad: MABON.—New Year Novelties; Handkerchiefs, Garters, Gloves, Hose, Perfumes, Powder, etc. bbox=[437, 1647, 573, 1683]
classified-ad: FOR Quick Sale, German Piano; overstrung; beautifully polished; latest model. bbox=[582, 1238, 718, 1274]
classified-ad: WANTED, 4-roomed House; all conveniences; nice section.—430, 'Star.' bbox=[437, 1003, 573, 1039]
score-row: Tarrahawk Mr Pereira bbox=[905, 695, 1006, 704]
column-public-notices-shops bbox=[727, 26, 896, 1526]
classified-list bbox=[582, 541, 718, 1429]
advertisement: MANAGER FOR TRAWLING COMPANY. A LARGE TRAWLING COMPANY operating in Auckland, engaged in wholesale and retail Fish Business, Freezing, and the Manufacturing of Ice and Fertiliser, requires the services of a THOROUGHLY CAPABLE MANAGER. MANAGER, Care Charles Haines Advertising Agency, National Bank Building, Auckland. bbox=[292, 907, 428, 1030]
classified-list bbox=[437, 181, 573, 1149]
classified-ad: DREAVERS.—Check Ginghams, for children's holiday frocks or for women's housefrocks, 1s 3d yard. bbox=[437, 1390, 573, 1426]
classified-ad: ROYAL Portable Typewriters for home use; the best gift; easy terms. bbox=[582, 402, 718, 438]
classified-ad: £960—Roslyn; New Bungalow, four good rooms; e.l.; near car. bbox=[582, 1174, 718, 1200]
advertisement: WANTED, a good Girl for general housework, North end; sleep at home.—Apply 429 George street. bbox=[292, 1105, 428, 1142]
lost-item: LOST, Lady's Handbag, Wingatui Racecourse.—Reward on returning to 'Star.' bbox=[905, 1118, 1006, 1150]
score-row: Mosgiel Mr M'Clay bbox=[905, 662, 1006, 671]
classified-ad: £1,000 MAGNUM JOHNSON, Land Agent, Union Bank Buildings, 173 Princes street. bbox=[582, 578, 718, 614]
classified-ad: COMMERCIAL Stationery; we can supply all your wants at very reasonable prices. bbox=[437, 2004, 573, 2040]
score-row: Taieri Mouth Mr Reeve bbox=[905, 637, 1006, 646]
column-africa bbox=[147, 26, 283, 1526]
lost-item: LOST, Monday, in town, Leather Cigarette Case, containing 2s note. bbox=[905, 1085, 1006, 1117]
lost-item: LOST, Saturday Handle for Bus Truck.—Finder kindly ring Paterson, 12-206. bbox=[905, 922, 1006, 954]
advertisement: LIGHT ENGLISH CARS. Easy on petrol and tyres. JOWETT ROADSTER, £70. 11 H.P. HUMBER TOURING, very roomy, 30 miles gallon, £70. CALTHORPE 11 H.P. TOURER, £40. COOKE, HOWLISON, AND CO. bbox=[582, 1449, 718, 1548]
column-rule bbox=[722, 26, 723, 1526]
masthead bbox=[0, 0, 1114, 23]
article-headline: PLUNKET SHIELD CRICKET bbox=[18, 29, 124, 58]
lost-item: LOST, vicinity St. Clair Beach, yesterday, Lady's Gold Wristlet Watch. bbox=[905, 1020, 1006, 1052]
classified-ad: FOR SALE, Dairy; small; very good.—Apply 'Star.' bbox=[582, 1403, 718, 1429]
section-header: FOR SALE. bbox=[582, 524, 718, 538]
classified-ad: DREAVERS.—Ladies' Fuji Princess Underskirts, cream and colours; W., 12s 6d; O.S., 14s 6d. bbox=[437, 1206, 573, 1242]
score-row: Alexandra Mrs Woodhouse bbox=[905, 703, 1006, 712]
education-ad: ROSSBOTHAM'S College, Bible, Pitman's Typists.—Shorthand, Typewriting, Bookkeeping. bbox=[1010, 909, 1111, 949]
classified-ad: SILK Stockings on enormous stock; black and every new shade; 3s 11d, 5s 11d. bbox=[582, 89, 718, 125]
section-header: LOST AND FOUND. bbox=[905, 905, 1006, 919]
score-row: Hamilton run out 18 bbox=[4, 1146, 138, 1156]
section-header: HOLIDAY RESORTS. bbox=[905, 462, 1006, 485]
classified-ad: WANTED Known—Calder's Quarry produce; for sewerage, Asphalt, Tar, Concrete, Lime. bbox=[437, 616, 573, 652]
classified-ad: ENVELOPES, full commercial size, 3s 6d per thousand. bbox=[437, 2040, 573, 2066]
lost-item: LOST, Monday, on station or telephone box, Purse, with two 10s notes. bbox=[905, 1053, 1006, 1085]
section-header: MISCELLANEOUS. bbox=[437, 1152, 573, 1166]
footwear-line: LADIES' WHITE, SUNBURN AND BROWN CANVAS STRAP AND LACE SHOES. bbox=[727, 701, 896, 720]
column-gorilla-notices bbox=[292, 26, 428, 1526]
classified-ad: MADAME CORA, Palmist and Clairvoyance, may be interviewed at 11 London street. bbox=[437, 1610, 573, 1646]
lost-item: LOST, String of Pearls, probably in Bay View road.—Phone ring 12-616. bbox=[905, 987, 1006, 1019]
